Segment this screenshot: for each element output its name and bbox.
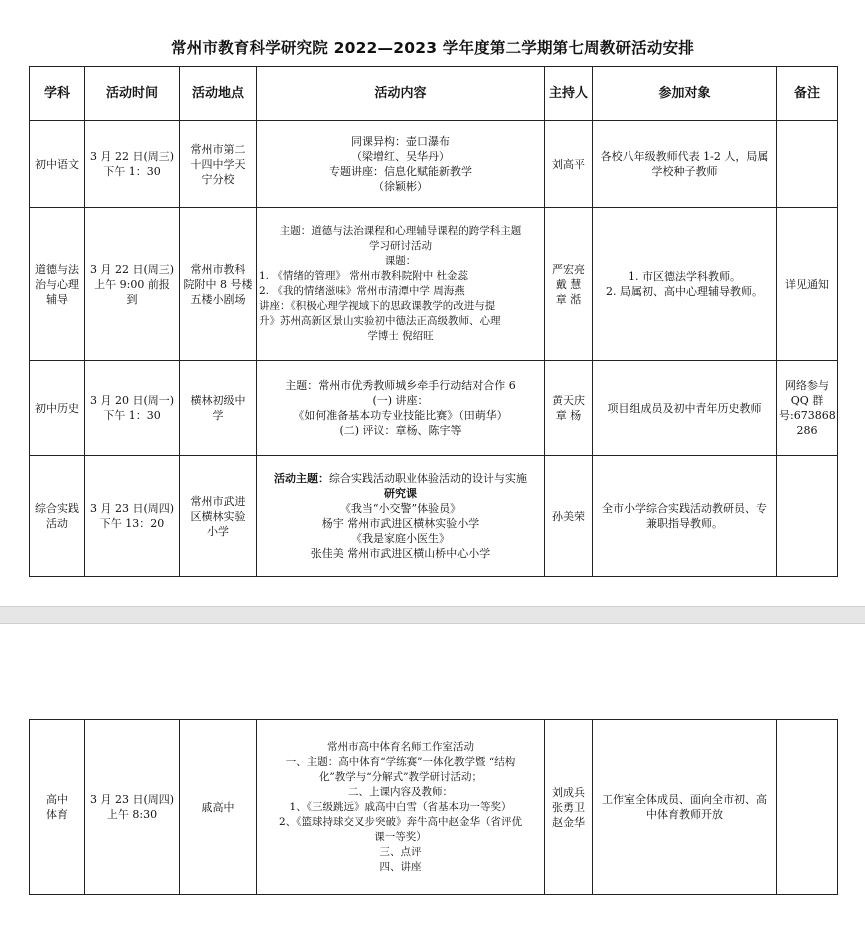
cell-subject: 初中历史 — [30, 361, 85, 456]
schedule-table-continued — [29, 719, 838, 895]
header-audience: 参加对象 — [593, 67, 777, 121]
cell-place: 横林初级中 学 — [180, 361, 257, 456]
cell-time: 3 月 23 日(周四) 下午 13：20 — [85, 456, 180, 577]
cell-host: 严宏亮 戴 慧 章 湉 — [545, 208, 593, 361]
cell-time: 3 月 20 日(周一) 下午 1：30 — [85, 361, 180, 456]
cell-place: 戚高中 — [180, 720, 257, 895]
cell-time: 3 月 22 日(周三) 上午 9:00 前报 到 — [85, 208, 180, 361]
cell-subject: 综合实践 活动 — [30, 456, 85, 577]
cell-note — [777, 456, 838, 577]
header-place: 活动地点 — [180, 67, 257, 121]
table-row — [30, 208, 838, 361]
schedule-table — [29, 66, 838, 577]
cell-subject: 初中语文 — [30, 121, 85, 208]
cell-content: 活动主题：综合实践活动职业体验活动的设计与实施 研究课 《我当“小交警”体验员》 杨宇 常州市武进区横林实验小学 《我是家庭小医生》 张佳美 常州市武进区横山桥中心小学 — [257, 456, 545, 577]
cell-host: 黄天庆 章 杨 — [545, 361, 593, 456]
header-content: 活动内容 — [257, 67, 545, 121]
header-host: 主持人 — [545, 67, 593, 121]
cell-place: 常州市第二 十四中学天 宁分校 — [180, 121, 257, 208]
cell-audience: 工作室全体成员、面向全市初、高 中体育教师开放 — [593, 720, 777, 895]
header-note: 备注 — [777, 67, 838, 121]
cell-note — [777, 720, 838, 895]
cell-content: 主题：道德与法治课程和心理辅导课程的跨学科主题 学习研讨活动 课题： 1. 《情绪的管理》 常州市教科院附中 杜金蕊 2. 《我的情绪滋味》常州市清潭中学 周海燕 讲座：《积极心理学视域下的思政课教学的改进与提 升》苏州高新区景山实验初中德法正高级教师、心理 学博士 倪绍旺 — [257, 208, 545, 361]
cell-content: 同课异构：壶口瀑布 （梁增红、吴华丹） 专题讲座：信息化赋能新教学 （徐颖彬） — [257, 121, 545, 208]
cell-time: 3 月 22 日(周三) 下午 1：30 — [85, 121, 180, 208]
header-row — [30, 67, 838, 121]
cell-subject: 道德与法 治与心理 辅导 — [30, 208, 85, 361]
table-row — [30, 361, 838, 456]
table-row — [30, 720, 838, 895]
cell-audience: 全市小学综合实践活动教研员、专 兼职指导教师。 — [593, 456, 777, 577]
cell-note — [777, 121, 838, 208]
cell-content: 常州市高中体育名师工作室活动 一、主题：高中体育“学练赛”一体化教学暨 “结构 化”教学与“分解式”教学研讨活动； 二、上课内容及教师： 1、《三级跳远》戚高中白雪（省基本功一等奖） 2、《篮球持球交叉步突破》奔牛高中赵金华（省评优 课一等奖） 三、点评 四、讲座 — [257, 720, 545, 895]
cell-audience: 各校八年级教师代表 1-2 人，局属 学校种子教师 — [593, 121, 777, 208]
table-row — [30, 121, 838, 208]
header-subject: 学科 — [30, 67, 85, 121]
cell-note: 详见通知 — [777, 208, 838, 361]
cell-audience: 项目组成员及初中青年历史教师 — [593, 361, 777, 456]
page-separator — [0, 606, 865, 624]
cell-subject: 高中 体育 — [30, 720, 85, 895]
cell-content: 主题：常州市优秀教师城乡牵手行动结对合作 6 (一) 讲座： 《如何准备基本功专业技能比赛》（田萌华） (二) 评议：章杨、陈宇等 — [257, 361, 545, 456]
cell-place: 常州市武进 区横林实验 小学 — [180, 456, 257, 577]
cell-host: 刘成兵 张勇卫 赵金华 — [545, 720, 593, 895]
table-row — [30, 456, 838, 577]
cell-time: 3 月 23 日(周四) 上午 8:30 — [85, 720, 180, 895]
cell-audience: 1. 市区德法学科教师。 2. 局属初、高中心理辅导教师。 — [593, 208, 777, 361]
cell-note: 网络参与 QQ 群 号:673868 286 — [777, 361, 838, 456]
cell-place: 常州市教科 院附中 8 号楼 五楼小剧场 — [180, 208, 257, 361]
header-time: 活动时间 — [85, 67, 180, 121]
page-title: 常州市教育科学研究院 2022—2023 学年度第二学期第七周教研活动安排 — [171, 39, 694, 57]
cell-host: 孙美荣 — [545, 456, 593, 577]
cell-host: 刘高平 — [545, 121, 593, 208]
